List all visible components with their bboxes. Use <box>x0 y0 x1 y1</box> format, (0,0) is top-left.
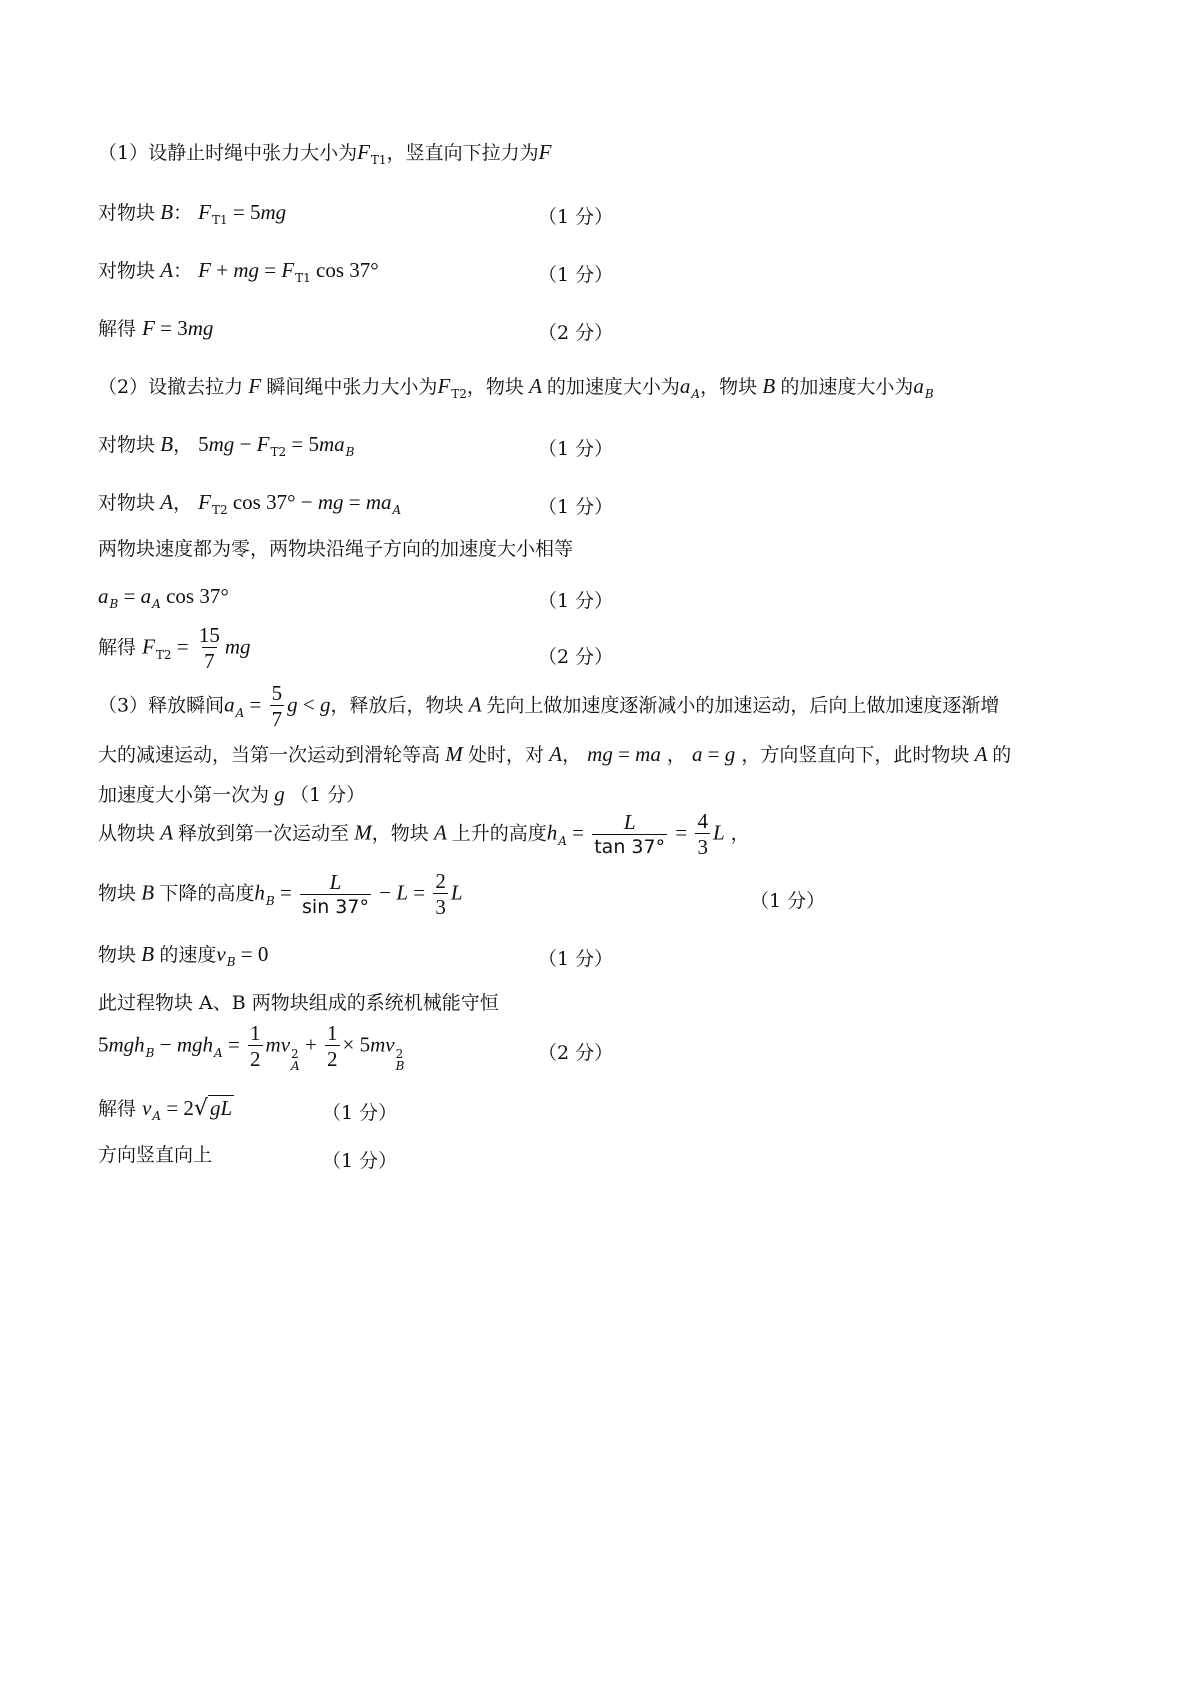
part1-result: 解得 F = 3mg <box>98 316 214 340</box>
score-3-3: （1 分） <box>538 948 614 970</box>
score-2-3: （1 分） <box>538 590 614 612</box>
score-3-4: （2 分） <box>538 1042 614 1064</box>
part3-energy-equation: 5mgh$_B$ − mgh$_A$ = $\frac{1}{2}$ mv 2 A + $\frac{1}{2}$ × 5mv 2 B <box>98 1021 405 1073</box>
fraction-15-7: $\frac{15}{7}$ <box>198 623 220 674</box>
part3-velocity-b: 物块 B 的速度$v_B = 0$ <box>98 942 269 969</box>
score-3-6: （1 分） <box>322 1150 398 1172</box>
part1-eq-block-a: 对物块 A： F + mg = $F_{T1}$ cos 37° <box>98 258 379 285</box>
score-2-4: （2 分） <box>538 646 614 668</box>
score-1-2: （1 分） <box>538 264 614 286</box>
score-1-3: （2 分） <box>538 322 614 344</box>
part2-eq-block-a: 对物块 A， $F_{T2}$ cos 37° − mg = $ma_A$ <box>98 490 402 517</box>
part2-intro: （2）设撤去拉力 F 瞬间绳中张力大小为$F_{T2}$，物块 A 的加速度大小为$a_A$，物块 B 的加速度大小为$a_B$ <box>98 374 934 401</box>
score-3-2: （1 分） <box>750 890 826 912</box>
part2-acc-relation: $a_B = a_A$ cos 37° <box>98 584 229 611</box>
part3-direction: 方向竖直向上 <box>98 1144 213 1166</box>
part3-energy-statement: 此过程物块 A、B 两物块组成的系统机械能守恒 <box>98 992 499 1014</box>
score-2-2: （1 分） <box>538 496 614 518</box>
part1-intro: （1）设静止时绳中张力大小为$F_{T1}$，竖直向下拉力为F <box>98 140 552 167</box>
part2-result: 解得 $F_{T2}$ = $\frac{15}{7}$ mg <box>98 623 251 674</box>
part3-line3: 加速度大小第一次为 g （1 分） <box>98 782 366 806</box>
score-2-1: （1 分） <box>538 438 614 460</box>
part3-height-b: 物块 B 下降的高度$h_B$ = $\frac{L}{\sin 37^\circ}$ − L = $\frac{2}{3}$ L <box>98 869 463 920</box>
part3-result-va: 解得 $v_A = 2√gL$ <box>98 1096 233 1123</box>
part3-line2: 大的减速运动，当第一次运动到滑轮等高 M 处时，对 A， mg = ma ， a = g ，方向竖直向下，此时物块 A 的 <box>98 742 1012 766</box>
part3-line1: （3）释放瞬间$a_A$ = $\frac{5}{7}$ g < g，释放后，物块 A 先向上做加速度逐渐减小的加速运动，后向上做加速度逐渐增 <box>98 681 1000 732</box>
score-3-5: （1 分） <box>322 1102 398 1124</box>
score-1-1: （1 分） <box>538 206 614 228</box>
part2-explanation: 两物块速度都为零，两物块沿绳子方向的加速度大小相等 <box>98 538 574 560</box>
part1-eq-block-b: 对物块 B： $F_{T1} = 5mg$ <box>98 200 287 227</box>
part2-eq-block-b: 对物块 B， $5mg - F_{T2} = 5ma_B$ <box>98 432 355 459</box>
part3-height-a: 从物块 A 释放到第一次运动至 M，物块 A 上升的高度$h_A$ = $\frac{L}{\tan 37^\circ}$ = $\frac{4}{3}$ L ， <box>98 809 750 860</box>
